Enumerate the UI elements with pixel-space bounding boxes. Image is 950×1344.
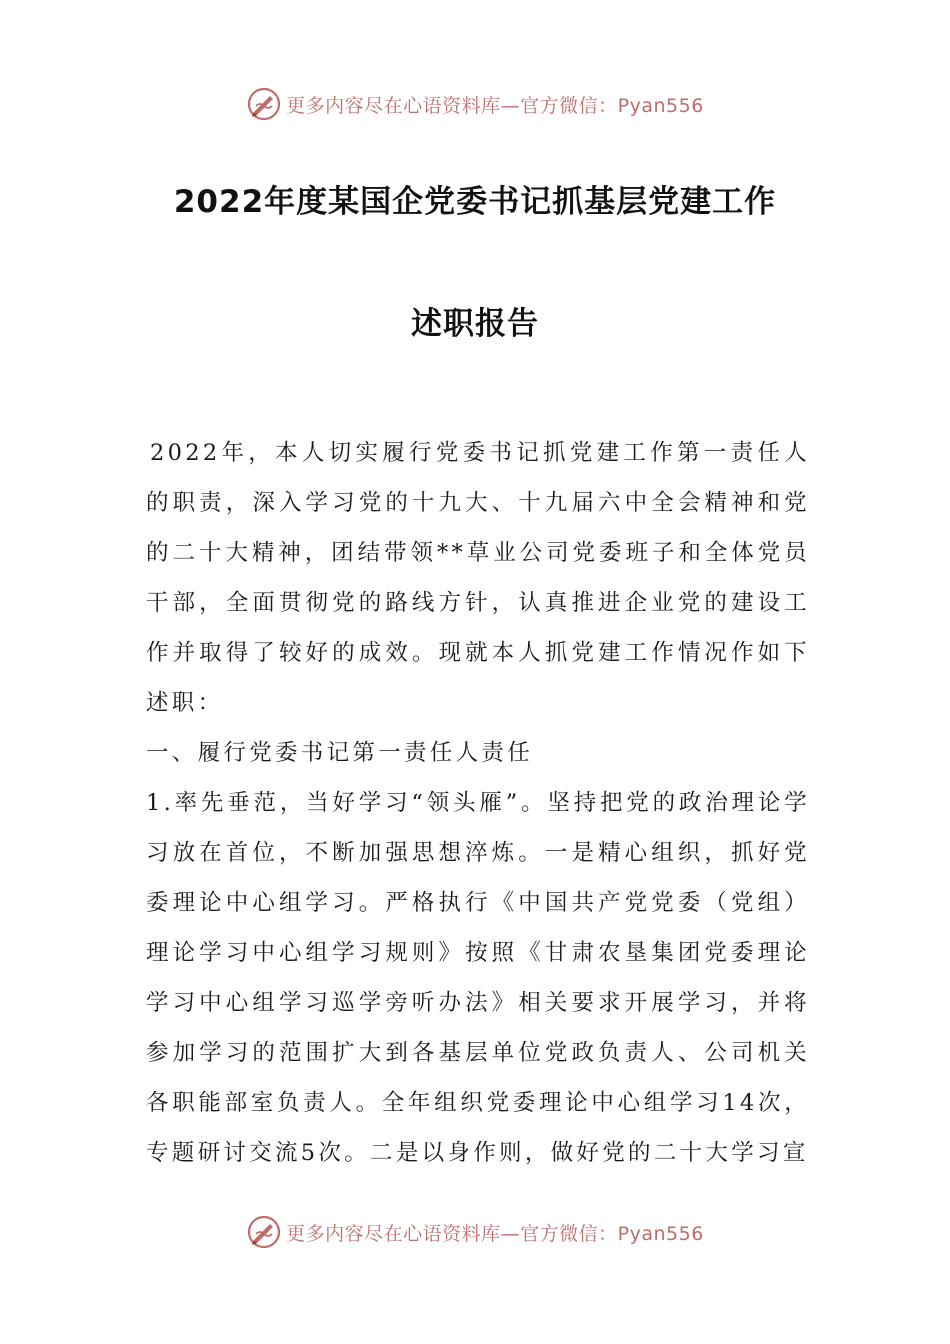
watermark-text: 更多内容尽在心语资料库—官方微信：Pyan556 [286, 1222, 704, 1245]
watermark-text: 更多内容尽在心语资料库—官方微信：Pyan556 [286, 94, 704, 117]
section-heading-1: 一、履行党委书记第一责任人责任 [146, 740, 534, 766]
document-title-line-1: 2022年度某国企党委书记抓基层党建工作 [173, 184, 777, 220]
pen-logo-icon [246, 86, 282, 122]
pen-logo-icon [246, 1214, 282, 1250]
watermark-footer [0, 1212, 950, 1252]
document-title-line-2: 述职报告 [411, 306, 539, 342]
document-body [146, 428, 810, 1178]
body-paragraph-intro: 2022年，本人切实履行党委书记抓党建工作第一责任人的职责，深入学习党的十九大、十九届六中全会精神和党的二十大精神，团结带领**草业公司党委班子和全体党员干部，全面贯彻党的路线方针，认真推进企业党的建设工作并取得了较好的成效。现就本人抓党建工作情况作如下述职： [146, 440, 810, 716]
body-paragraph-1: 1.率先垂范，当好学习“领头雁”。坚持把党的政治理论学习放在首位，不断加强思想淬炼。一是精心组织，抓好党委理论中心组学习。严格执行《中国共产党党委（党组）理论学习中心组学习规则》按照《甘肃农垦集团党委理论学习中心组学习巡学旁听办法》相关要求开展学习，并将参加学习的范围扩大到各基层单位党政负责人、公司机关各职能部室负责人。全年组织党委理论中心组学习14次，专题研讨交流5次。二是以身作则，做好党的二十大学习宣 [146, 790, 810, 1166]
watermark-header [0, 84, 950, 124]
